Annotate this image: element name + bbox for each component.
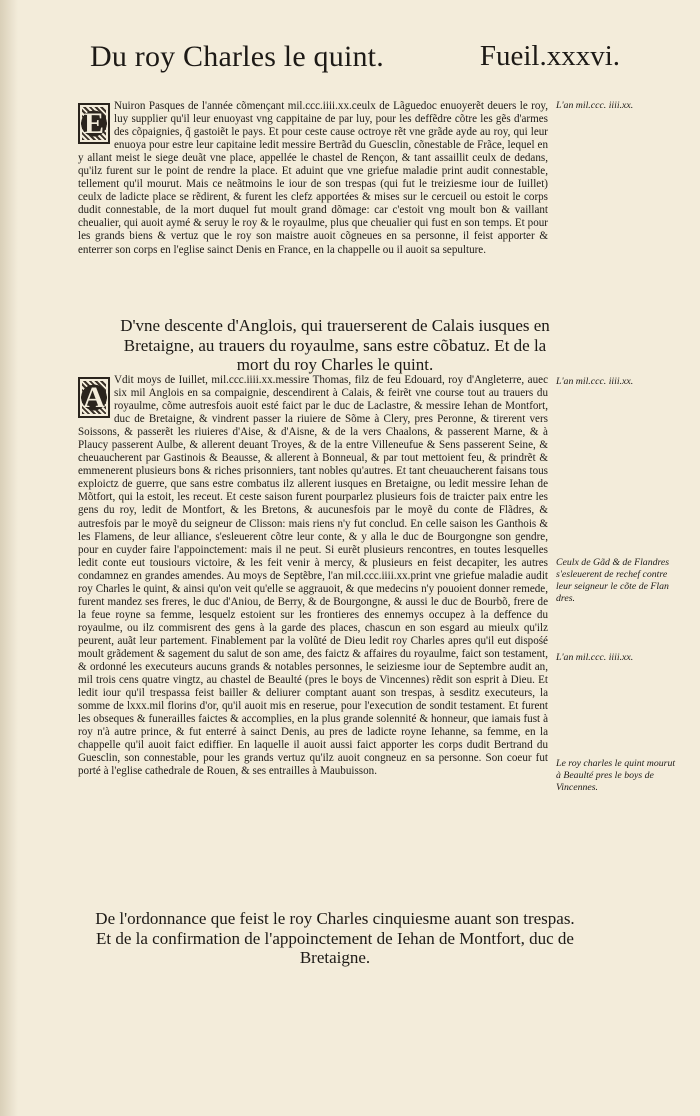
margin-note-4: L'an mil.ccc. iiii.xx. — [556, 652, 634, 663]
decorated-initial-a — [78, 377, 110, 418]
paragraph-1-text: Nuiron Pasques de l'année cõmençant mil.ccc.iiii.xx.ceulx de Lãguedoc enuoyerẽt deuers le roy, luy supplier qu'il leur enuoyast vng cappitaine de par luy, pour les deffẽdre cõtre les gẽs d'armes des cõpaignies, q̃ gastoiẽt le pays. Et pour ceste cause octroye rẽt vne grãde ayde au roy, qui leur enuoya pour estre leur capitaine ledit messire Bertrãd du Guesclin, cõnestable de Frãce, lequel en y allant meist le siege deuãt vne place, appellée le chastel de Rençon, & tant assaillit ceulx de dedans, qu'ilz furent sur le point de rendre la place. Et aduint que vne griefue maladie print audit connestable, tellement qu'il mourut. Mais ce neãtmoins le iour de son trespas (qui fut le treiziesme iour de Iuillet) ceulx de ladicte place se rẽdirent, & furent les clefz apportées & mises sur le cercueil ou estoit le corps dudit connestable, de la mort duquel fut moult grand dõmage: car c'estoit vng moult bon & vaillant cheualier, qui auoit aymé & seruy le roy & le royaulme, plus que cheualier qui fust en son temps. Et pour les grands biens & vertuz que le roy son maistre auoit cõgneues en sa personne, il feist apporter & enterrer son corps en l'eglise sainct Denis en France, en la chappelle ou il auoit sa sepulture. — [78, 100, 548, 256]
page-header — [90, 40, 620, 82]
initial-letter: A — [80, 379, 108, 416]
margin-note-5: Le roy charles le quint mourut à Beaulté pres le boys de Vincennes. — [556, 758, 676, 793]
running-title: Du roy Charles le quint. — [90, 40, 384, 73]
paragraph-2-text: Vdit moys de Iuillet, mil.ccc.iiii.xx.messire Thomas, filz de feu Edouard, roy d'Angleterre, auec six mil Anglois en sa compaignie, descendirent à Calais, & feirẽt vne course tout au trauers du royaulme, cõme autresfois auoit esté faict par le duc de Laclastre, & messire Iehan de Montfort, duc de Bretaigne, & vindrent passer la riuiere de Sõme à Clery, pres Peronne, & tirerent vers Soissons, & passerẽt les riuieres d'Aise, & d'Aisne, & de la vers Chaalons, & passerent Marne, & à Plaucy passerent Aulbe, & allerent deuant Troyes, & de la entre Villeneufue & Sens passerent Seine, & cheuaucherent par Gastinois & Beausse, & allerent à Bonneual, & par tout mettoient feu, & prindrẽt & emmenerent plusieurs bons & riches prisonniers, tant nobles qu'autres. Et tant cheuaucherent faisans tous exploictz de guerre, que sans estre combatus ilz allerent iusques en Bretaigne, ou ledit messire Iehan de Mõtfort, qui la estoit, les receut. Et ceste saison furent pourparlez plusieurs fois de traicter paix entre les gens du roy, ledit de Montfort, & les Bretons, & aucunesfois par le moyẽ du conte de Flãdres, & autresfois par le moyẽ du seigneur de Clisson: mais riens n'y fut conclud. En celle saison les Ganthois & les Flamens, de leur alliance, s'esleuerent cõtre leur conte, & y alla le duc de Bourgongne son gendre, pour en cuyder faire l'appoinctement: mais il ne peut. Si eurẽt plusieurs rencontres, en toutes lesquelles ledit conte eut tousiours victoire, & les feit venir à mercy, & plusieurs en feist decapiter, les autres condamnez en grandes amendes. Au moys de Septẽbre, l'an mil.ccc.iiii.xx.print vne griefue maladie audit roy Charles le quint, & ainsi qu'on veit qu'elle se aggrauoit, & que medecins n'y pouoient donner remede, furent mandez ses freres, le duc d'Aniou, de Berry, & de Bourgongne, & aussi le duc de Bourbõ, frere de la feue royne sa femme, lesquelz estoient sur les frontieres des ennemys occupez à la deffence du royaulme, ou ilz commisrent des gens à la garde des places, chascun en son esgard au mieulx qu'ilz peurent, auãt leur partement. Finablement par la volũté de Dieu ledit roy Charles apres qu'il eut dispośé moult grãdement & sagement du salut de son ame, des faictz & affaires du royaulme, faict son testament, & ordonné les executeurs aucuns grands & notables personnes, le seiziesme iour de Septembre audit an, mil trois cens quatre vingtz, au chastel de Beaulté (pres le boys de Vincennes) rẽdit son esprit à Dieu. Et ledit iour qu'il trespassa feist bailler & deliurer comptant auant son trespas, à sesditz executeurs, la somme de lxxx.mil florins d'or, qu'il auoit mis en reserue, pour l'execution de sondit testament. Et furent les obseques & funerailles faictes & accomplies, en la plus grande solennité & honneur, que iamais fust à roy n'à autre prince, & fut enterré à sainct Denis, au pres de ladicte royne Iehanne, sa femme, en la chappelle qu'il auoit faict ediffier. En laquelle il auoit aussi faict apporter les corps dudit Bertrand du Guesclin, son connestable, pour les grands vertuz qu'ilz auoit congneuz en sa personne. Son coeur fut porté à l'eglise cathedrale de Rouen, & ses entrailles à Maubuisson. — [78, 374, 548, 778]
initial-letter: E — [80, 105, 108, 142]
chapter-heading-1: D'vne descente d'Anglois, qui trauerserent de Calais iusques en Bretaigne, au trauers du royaulme, sans estre cõbatuz. Et de la mort du roy Charles le quint. — [120, 316, 550, 374]
paragraph-1 — [78, 100, 548, 257]
text-block-2 — [78, 374, 548, 778]
text-block-1 — [78, 100, 548, 257]
chapter-heading-2: De l'ordonnance que feist le roy Charles cinquiesme auant son trespas. Et de la confirmation de l'appoinctement de Iehan de Montfort, duc de Bretaigne. — [95, 909, 575, 967]
margin-note-2: L'an mil.ccc. iiii.xx. — [556, 376, 634, 387]
margin-note-3: Ceulx de Gãd & de Flandres s'esleuerent de rechef contre leur seigneur le cõte de Flan dres. — [556, 557, 670, 604]
decorated-initial-e — [78, 103, 110, 144]
folio-number: Fueil.xxxvi. — [479, 40, 620, 72]
margin-note-1: L'an mil.ccc. iiii.xx. — [556, 100, 634, 111]
page-gutter-shadow — [0, 0, 18, 1116]
paragraph-2 — [78, 374, 548, 778]
